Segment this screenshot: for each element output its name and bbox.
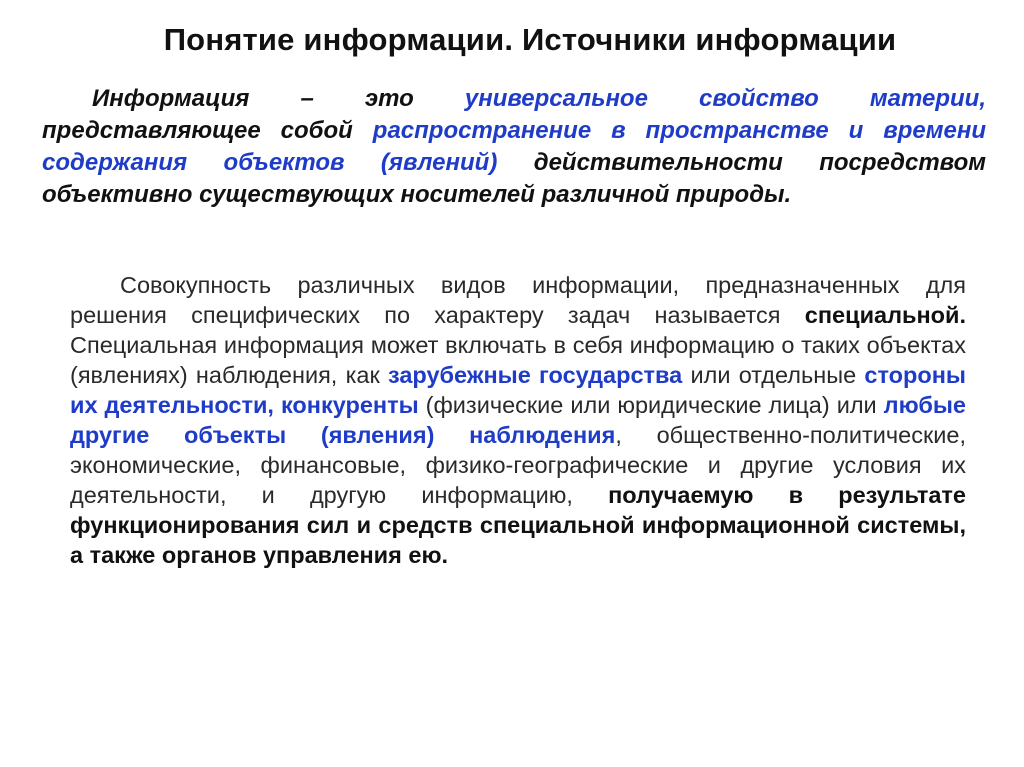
slide-title: Понятие информации. Источники информации xyxy=(163,22,897,57)
definition-highlight-2: распространение в пространстве и времени содержания объектов (явлений) xyxy=(42,117,986,176)
special-information-paragraph xyxy=(70,270,966,570)
body-text-3: или отдельные xyxy=(682,362,865,388)
definition-text-1: Информация – это xyxy=(92,85,465,112)
body-bold-1: специальной. xyxy=(804,302,966,328)
body-text-1: Совокупность различных видов информации, предназначенных для решения специфических по характеру задач называется xyxy=(70,272,966,328)
definition-paragraph xyxy=(42,83,986,211)
body-text-2: Специальная информация может включать в себя информацию о таких объектах (явлениях) наблюдения, как xyxy=(70,332,966,388)
body-highlight-2: стороны их деятельности, конкуренты xyxy=(70,362,967,418)
definition-highlight-1: универсальное свойство материи, xyxy=(464,85,986,112)
body-highlight-1: зарубежные государства xyxy=(387,362,683,388)
definition-text-3: действительности посредством объективно существующих носителей различной природы. xyxy=(42,149,986,208)
body-text-5: , общественно-политические, экономические, финансовые, физико-географические и другие условия их деятельности, и другую информацию, xyxy=(70,422,966,508)
definition-text-2: представляющее собой xyxy=(42,117,373,144)
body-highlight-3: любые другие объекты (явления) наблюдения xyxy=(70,392,966,448)
body-bold-2: получаемую в результате функционирования сил и средств специальной информационной системы, а также органов управления ею. xyxy=(70,482,966,568)
body-text-4: (физические или юридические лица) или xyxy=(418,392,884,418)
